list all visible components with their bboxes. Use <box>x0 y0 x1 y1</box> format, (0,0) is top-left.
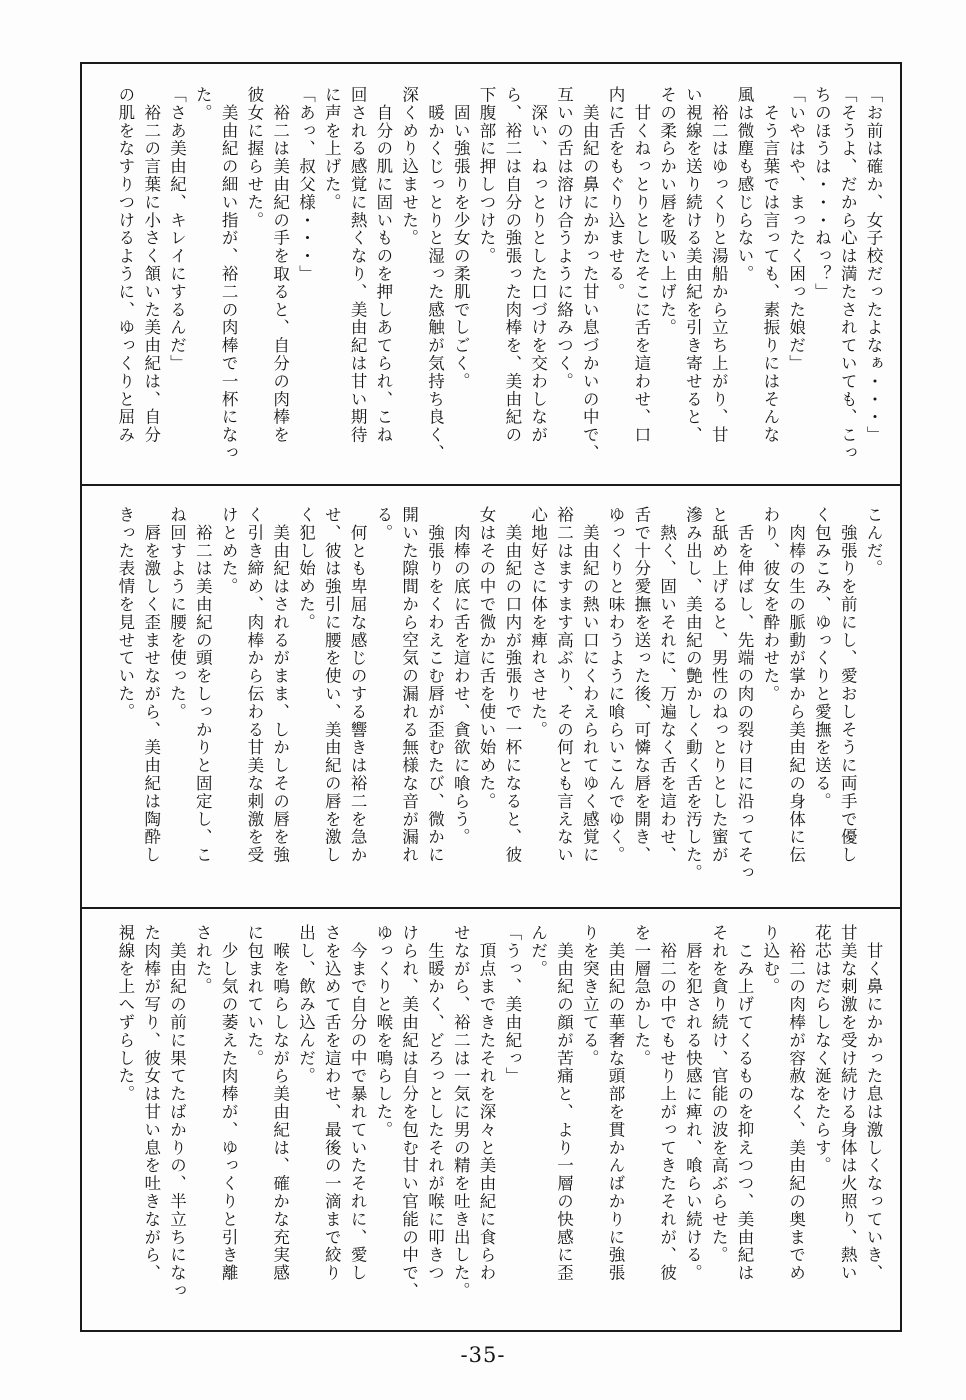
divider-bottom <box>82 907 900 909</box>
text-block-middle: こんだ。 強張りを前にし、愛おしそうに両手で優し く包みこみ、ゆっくりと愛撫を送る。 肉棒の生の脈動が掌から美由紀の身体に伝 わり、彼女を酔わせた。 舌を伸ばし、先端の肉の裂け目に沿ってそっ と舐め上げると、男性のねっとりとした蜜が 滲み出し、美由紀の艶かしく動く舌を汚した。 熱く、固いそれに、万遍なく舌を這わせ、 舌で十分愛撫を送った後、可憐な唇を開き、 ゆっくりと味わうように喰らいこんでゆく。 美由紀の熱い口にくわえられてゆく感覚に 裕二はますます高ぶり、その何とも言えない 心地好さに体を痺れさせた。 美由紀の口内が強張りで一杯になると、彼 女はその中で微かに舌を使い始めた。 肉棒の底に舌を這わせ、貪欲に喰らう。 強張りをくわえこむ唇が歪むたび、微かに 開いた隙間から空気の漏れる無様な音が漏れ る。 何とも卑屈な感じのする響きは裕二を急か せ、彼は強引に腰を使い、美由紀の唇を激し く犯し始めた。 美由紀はされるがまま、しかしその唇を強 く引き締め、肉棒から伝わる甘美な刺激を受 けとめた。 裕二は美由紀の頭をしっかりと固定し、こ ね回すように腰を使った。 唇を激しく歪ませながら、美由紀は陶酔し きった表情を見せていた。 <box>115 506 883 882</box>
page-number: -35- <box>460 1343 506 1367</box>
text-frame <box>80 62 902 1332</box>
text-block-top: 「お前は確か、女子校だったよなぁ・・・」 「そうよ、だから心は満たされていても、こっ ちのほうは・・・ねっ？」 「いやはや、まったく困った娘だ」 そう言葉では言っても、素振りにはそんな 風は微塵も感じらない。 裕二はゆっくりと湯船から立ち上がり、甘 い視線を送り続ける美由紀を引き寄せると、 その柔らかい唇を吸い上げた。 甘くねっとりとしたそこに舌を這わせ、口 内に舌をもぐり込ませる。 美由紀の鼻にかかった甘い息づかいの中で、 互いの舌は溶け合うように絡みつく。 深い、ねっとりとした口づけを交わしなが ら、裕二は自分の強張った肉棒を、美由紀の 下腹部に押しつけた。 固い強張りを少女の柔肌でしごく。 暖かくじっとりと湿った感触が気持ち良く、 深くめり込ませた。 自分の肌に固いものを押しあてられ、こね 回される感覚に熱くなり、美由紀は甘い期待 に声を上げた。 「あっ、叔父様・・・」 裕二は美由紀の手を取ると、自分の肉棒を 彼女に握らせた。 美由紀の細い指が、裕二の肉棒で一杯になっ た。 「さあ美由紀、キレイにするんだ」 裕二の言葉に小さく頷いた美由紀は、自分 の肌をなすりつけるように、ゆっくりと屈み <box>115 86 883 462</box>
text-block-bottom: 甘く鼻にかかった息は激しくなっていき、 甘美な刺激を受け続ける身体は火照り、熱い 花芯はだらしなく涎をたらす。 裕二の肉棒が容赦なく、美由紀の奥までめ り込む。 こみ上げてくるものを抑えつつ、美由紀は それを貪り続け、官能の波を高ぶらせた。 唇を犯される快感に痺れ、喰らい続ける。 裕二の中でもせり上がってきたそれが、彼 を一層急かした。 美由紀の華奢な頭部を貫かんばかりに強張 りを突き立てる。 美由紀の顔が苦痛と、より一層の快感に歪 んだ。 「うっ、美由紀っ」 頂点まできたそれを深々と美由紀に食らわ せながら、裕二は一気に男の精を吐き出した。 生暖かく、どろっとしたそれが喉に叩きつ けられ、美由紀は自分を包む甘い官能の中で、 ゆっくりと喉を鳴らした。 今まで自分の中で暴れていたそれに、愛し さを込めて舌を這わせ、最後の一滴まで絞り 出し、飲み込んだ。 喉を鳴らしながら美由紀は、確かな充実感 に包まれていた。 少し気の萎えた肉棒が、ゆっくりと引き離 された。 美由紀の前に果てたばかりの、半立ちになっ た肉棒が写り、彼女は甘い息を吐きながら、 視線を上へずらした。 <box>115 924 883 1300</box>
divider-top <box>82 484 900 486</box>
